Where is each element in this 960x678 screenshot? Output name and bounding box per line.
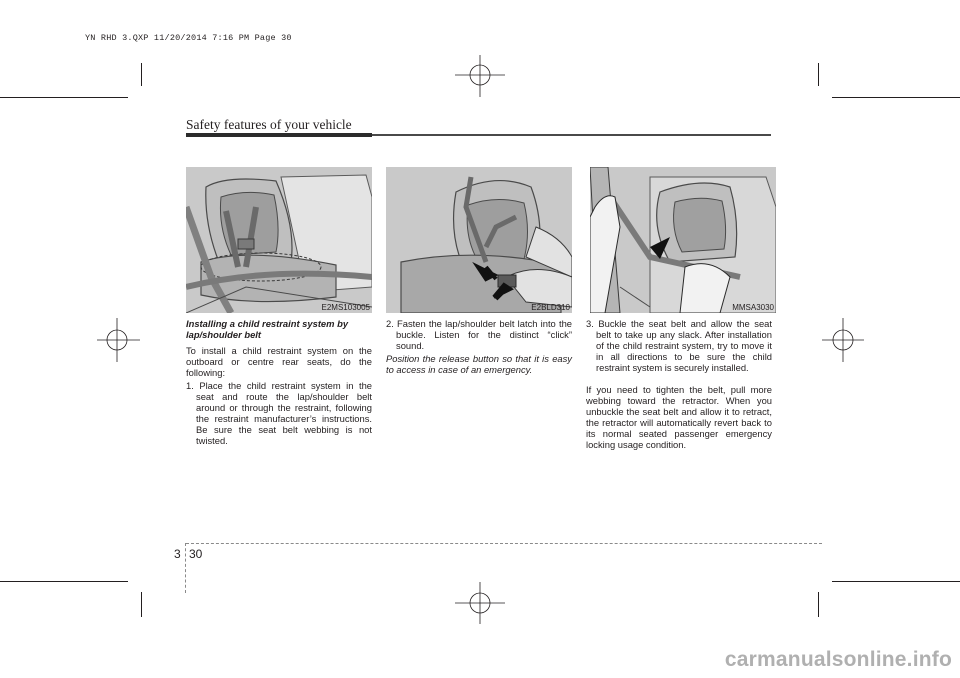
- column-2: [386, 318, 572, 375]
- page-number: 30: [189, 547, 203, 561]
- figure-buckle-slack: [590, 167, 776, 313]
- step-2: 2. Fasten the lap/shoulder belt latch into the buckle. Listen for the distinct “click” sound.: [386, 318, 572, 351]
- figure-caption: Installing a child restraint system by lap/shoulder belt: [186, 318, 349, 340]
- step-3: 3. Buckle the seat belt and allow the seat belt to take up any slack. After installation of the child restraint system, try to move it in all directions to be sure the child restraint system is securely installed.: [586, 318, 772, 373]
- figure-code: MMSA3030: [732, 303, 774, 312]
- section-title: Safety features of your vehicle: [186, 117, 352, 132]
- footer-divider: [185, 543, 186, 593]
- latch-buckle-illustration: [386, 167, 572, 313]
- print-slug: YN RHD 3.QXP 11/20/2014 7:16 PM Page 30: [85, 33, 292, 43]
- figure-code: E2MS103005: [321, 303, 370, 312]
- tighten-paragraph: If you need to tighten the belt, pull more webbing toward the retractor. When you unbuckle the seat belt and allow it to retract, the retractor will automatically revert back to its normal seated passenger emergency locking usage condition.: [586, 384, 772, 450]
- chapter-number: 3: [174, 547, 181, 561]
- title-rule-thin: [372, 134, 771, 136]
- title-rule-heavy: [186, 133, 372, 137]
- figure-fasten-latch: [386, 167, 572, 313]
- footer-rule: [186, 543, 822, 544]
- column-3: [586, 318, 772, 450]
- step-1: 1. Place the child restraint system in the seat and route the lap/shoulder belt around or through the restraint, following the restraint manufacturer’s instructions. Be sure the seat belt webbing is not twisted.: [186, 380, 372, 446]
- release-button-note: Position the release button so that it is easy to access in case of an emergency.: [386, 353, 572, 375]
- column-1: [186, 318, 372, 446]
- child-seat-illustration: [186, 167, 372, 313]
- retractor-slack-illustration: [590, 167, 776, 313]
- figure-code: E2BLD310: [531, 303, 570, 312]
- figure-child-seat-routing: [186, 167, 372, 313]
- intro-paragraph: To install a child restraint system on the outboard or centre rear seats, do the following:: [186, 345, 372, 378]
- watermark: carmanualsonline.info: [724, 648, 952, 671]
